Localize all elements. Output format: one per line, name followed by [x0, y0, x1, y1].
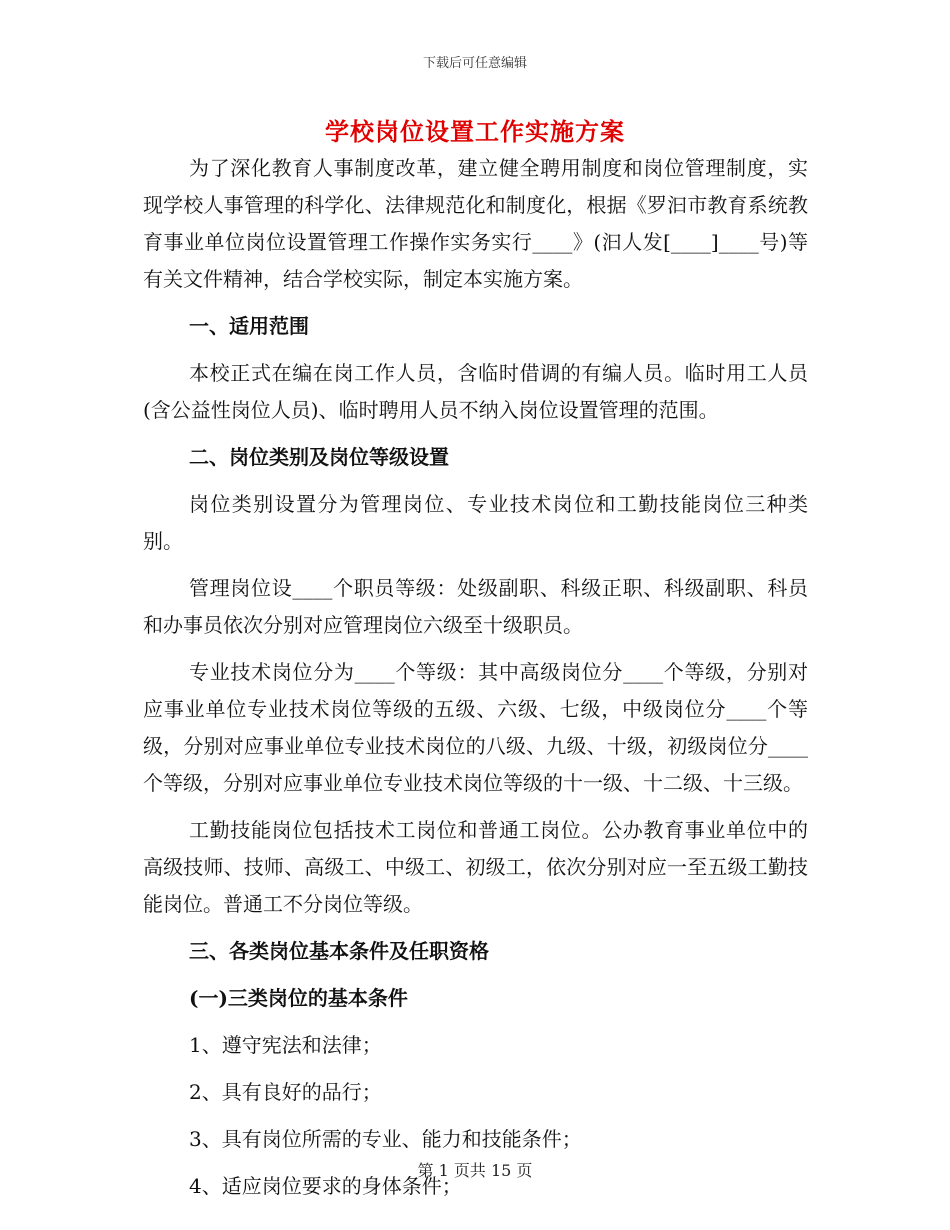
section3-heading: 三、各类岗位基本条件及任职资格	[189, 939, 489, 963]
section2-paragraph-1: 岗位类别设置分为管理岗位、专业技术岗位和工勤技能岗位三种类别。	[143, 492, 808, 553]
document-body	[143, 150, 808, 1205]
page-number: 第 1 页共 15 页	[417, 1161, 533, 1180]
list-item: 2、具有良好的品行；	[189, 1080, 382, 1104]
list-item: 4、适应岗位要求的身体条件；	[189, 1174, 462, 1198]
section1-heading: 一、适用范围	[189, 314, 309, 338]
list-item: 1、遵守宪法和法律；	[189, 1033, 382, 1057]
section3-subheading: (一)三类岗位的基本条件	[189, 986, 408, 1010]
section2-paragraph-3: 专业技术岗位分为____个等级：其中高级岗位分____个等级，分别对应事业单位专业技术岗位等级的五级、六级、七级，中级岗位分____个等级，分别对应事业单位专业技术岗位的八级、九级、十级，初级岗位分____个等级，分别对应事业单位专业技术岗位等级的十一级、十二级、十三级。	[143, 660, 808, 795]
section2-paragraph-2: 管理岗位设____个职员等级：处级副职、科级正职、科级副职、科员和办事员依次分别对应管理岗位六级至十级职员。	[143, 576, 808, 637]
document-title: 学校岗位设置工作实施方案	[325, 117, 625, 146]
header-note: 下载后可任意编辑	[422, 56, 527, 71]
list-item: 3、具有岗位所需的专业、能力和技能条件；	[189, 1127, 582, 1151]
section2-heading: 二、岗位类别及岗位等级设置	[189, 445, 449, 469]
section1-paragraph: 本校正式在编在岗工作人员，含临时借调的有编人员。临时用工人员(含公益性岗位人员)、临时聘用人员不纳入岗位设置管理的范围。	[143, 361, 808, 422]
intro-paragraph: 为了深化教育人事制度改革，建立健全聘用制度和岗位管理制度，实现学校人事管理的科学化、法律规范化和制度化，根据《罗汩市教育系统教育事业单位岗位设置管理工作操作实务实行____》(汩人发[____]____号)等有关文件精神，结合学校实际，制定本实施方案。	[143, 156, 808, 291]
section2-paragraph-4: 工勤技能岗位包括技术工岗位和普通工岗位。公办教育事业单位中的高级技师、技师、高级工、中级工、初级工，依次分别对应一至五级工勤技能岗位。普通工不分岗位等级。	[143, 818, 808, 916]
